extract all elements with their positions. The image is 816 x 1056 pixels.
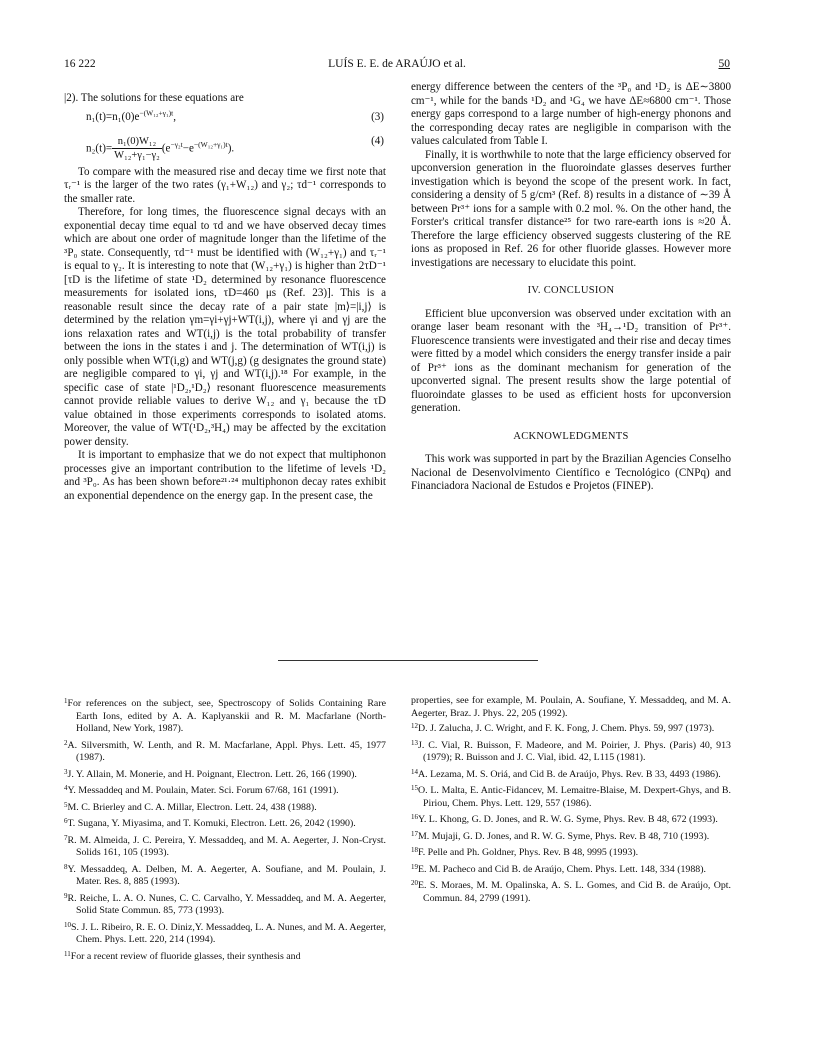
reference-number: 8 <box>64 862 68 871</box>
paragraph-solutions-intro: |2). The solutions for these equations are <box>64 92 244 104</box>
equation-number: (4) <box>371 134 384 147</box>
reference-item <box>64 782 386 798</box>
reference-text: M. Mujaji, G. D. Jones, and R. W. G. Syme, Phys. Rev. B 48, 710 (1993). <box>418 830 710 842</box>
reference-text: J. C. Vial, R. Buisson, F. Madeore, and M. Poirier, J. Phys. (Paris) 40, 913 (1979); R. Buisson and J. C. Vial, ibid. 42, L115 (1981). <box>418 739 731 763</box>
reference-text: A. Silversmith, W. Lenth, and R. M. Macfarlane, Appl. Phys. Lett. 45, 1977 (1987). <box>67 739 386 763</box>
reference-item <box>411 811 731 827</box>
reference-text: D. J. Zalucha, J. C. Wright, and F. K. Fong, J. Chem. Phys. 59, 997 (1973). <box>418 723 715 734</box>
reference-text: Y. Messaddeq and M. Poulain, Mater. Sci. Forum 67/68, 161 (1991). <box>67 785 339 796</box>
references-left <box>64 695 386 964</box>
reference-number: 14 <box>411 767 418 776</box>
reference-text: J. Y. Allain, M. Monerie, and H. Poignant, Electron. Lett. 26, 166 (1990). <box>67 768 357 780</box>
paragraph-conclusion: Efficient blue upconversion was observed under excitation with an orange laser beam resonant with the ³H₄→¹D₂ transition of Pr³⁺. Fluorescence transients were investigated and their rise and decay times were fitted by a model which considers the energy transfer inside a pair of Pr³⁺ ions as the dominant mechanism for generation of the upconverted signal. The present results show the large potential of fluoroindate glasses to be used as efficient hosts for upconversion generation. <box>411 307 731 414</box>
paragraph-efficiency: Finally, it is worthwhile to note that the large efficiency observed for upconversion generation in the fluoroindate glasses deserves further investigation which is beyond the scope of the present work. In fact, considering a density of 5 g/cm³ (Ref. 8) results in a distance of ∼39 Å between Pr³⁺ ions for a sample with 0.2 mol. %. On the other hand, the Forster's critical transfer distance²⁵ for two rare-earth ions is ≈20 Å. Therefore the large efficiency observed suggests clustering of the RE ions as proposed in Ref. 26 for other fluoride glasses. However more investigations are necessary to elucidate this point. <box>411 148 731 269</box>
reference-item <box>64 799 386 815</box>
reference-text: E. S. Moraes, M. M. Opalinska, A. S. L. Gomes, and Cid B. de Araújo, Opt. Commun. 84, 2799 (1991). <box>418 880 731 904</box>
section-heading-acknowledgments: ACKNOWLEDGMENTS <box>513 430 629 442</box>
reference-item <box>64 815 386 831</box>
reference-number: 12 <box>411 722 418 730</box>
reference-number: 3 <box>64 767 68 776</box>
reference-number: 10 <box>64 920 71 929</box>
reference-text: For references on the subject, see, Spectroscopy of Solids Containing Rare Earth Ions, edited by A. A. Kaplyanskii and R. M. Macfarlane (North-Holland, New York, 1987). <box>67 698 386 734</box>
reference-continuation: properties, see for example, M. Poulain, A. Soufiane, Y. Messaddeq, and M. A. Aegerter, Braz. J. Phys. 22, 205 (1992). <box>411 695 731 719</box>
paragraph-acknowledgments: This work was supported in part by the Brazilian Agencies Conselho Nacional de Desenvolvimento Científico e Tecnológico (CNPq) and Financiadora Nacional de Estudos e Projetos (FINEP). <box>411 453 731 492</box>
reference-number: 6 <box>64 817 68 825</box>
reference-item <box>64 919 386 947</box>
reference-number: 2 <box>64 738 68 747</box>
reference-item <box>64 737 386 765</box>
equation-number: (3) <box>371 110 384 123</box>
reference-item <box>411 766 731 782</box>
left-column <box>64 92 386 503</box>
running-authors: LUÍS E. E. de ARAÚJO et al. <box>328 58 466 70</box>
reference-number: 9 <box>64 891 68 900</box>
reference-number: 18 <box>411 846 418 854</box>
reference-text: T. Sugana, Y. Miyasima, and T. Komuki, Electron. Lett. 26, 2042 (1990). <box>67 818 356 829</box>
fraction: $\frac{\text{n₁(0)W₁₂}}{\text{W₁₂+γ₁−γ₂}}$ <box>114 135 160 161</box>
reference-item <box>411 737 731 765</box>
paragraph-long-times: Therefore, for long times, the fluorescence signal decays with an exponential decay time equal to τd and we have observed decay times which are about one order of magnitude longer than the lifetime of the ³P₀ state. Consequently, τd⁻¹ must be identified with (W₁₂+γ₁) and τᵣ⁻¹ is equal to γ₂. It is interesting to note that (W₁₂+γ₁) is higher than 2τD⁻¹ [τD is the lifetime of state ¹D₂ determined by resonance fluorescence measurements for isolated ions, τD=460 μs (Ref. 23)]. This is a reasonable result since the decay rate of a pair state |m⟩=|i,j⟩ is determined by the relation γm=γi+γj+WT(i,j), where γi and γj are the ions relaxation rates and WT(i,j) is the total probability of transfer between the ions in the states i and j. The determination of WT(i,j) is only possible when WT(i,g) and WT(j,g) (g designates the ground state) are negligible compared to γi, γj and WT(i,j).¹⁸ For example, in the specific case of state |¹D₂,¹D₂⟩ resonant fluorescence measurements cannot provide reliable values to derive W₁₂ and γ₁ because the τD value obtained in those experiments corresponds to isolated atoms. Moreover, the value of WT(¹D₂,³H₄) may be affected by the excitation power density. <box>64 206 386 448</box>
reference-number: 17 <box>411 829 418 838</box>
equation-3: $n_1(t)=n_1(0)e^{-(W_{12}+\gamma_1)t}$, (3) <box>86 107 384 123</box>
reference-text: O. L. Malta, E. Antic-Fidancev, M. Lemaitre-Blaise, M. Dexpert-Ghys, and B. Piriou, Chem. Phys. Lett. 129, 557 (1986). <box>418 785 731 809</box>
reference-number: 19 <box>411 862 418 871</box>
reference-number: 5 <box>64 800 68 809</box>
reference-text: S. J. L. Ribeiro, R. E. O. Diniz,Y. Messaddeq, L. A. Nunes, and M. A. Aegerter, Chem. Phys. Lett. 220, 214 (1994). <box>71 921 386 945</box>
reference-text: E. M. Pacheco and Cid B. de Araújo, Chem. Phys. Lett. 148, 334 (1988). <box>418 863 706 875</box>
reference-number: 11 <box>64 949 71 958</box>
reference-item <box>64 890 386 918</box>
reference-item <box>411 861 731 877</box>
reference-text: R. Reiche, L. A. O. Nunes, C. C. Carvalho, Y. Messaddeq, and M. A. Aegerter, Solid State Commun. 85, 773 (1993). <box>67 892 386 916</box>
paragraph-energy-gap: energy difference between the centers of the ³P₀ and ¹D₂ is ΔE∼3800 cm⁻¹, while for the bands ¹D₂ and ¹G₄ we have ΔE≈6800 cm⁻¹. Those energy gaps correspond to a large number of high-energy phonons and the corresponding decay rates are negligible in comparison with the values calculated from Table I. <box>411 81 731 147</box>
reference-item <box>64 861 386 889</box>
reference-item <box>411 877 731 905</box>
right-column <box>411 81 731 494</box>
page-number: 16 222 <box>64 58 96 70</box>
reference-item <box>411 844 731 860</box>
footnote-divider <box>278 660 538 661</box>
section-heading-conclusion: IV. CONCLUSION <box>527 285 615 296</box>
references-right <box>411 695 731 906</box>
paragraph-rise-decay: To compare with the measured rise and decay time we first note that τᵣ⁻¹ is the larger of the two rates (γ₁+W₁₂) and γ₂; τd⁻¹ corresponds to the smaller rate. <box>64 165 386 205</box>
paragraph-multiphonon: It is important to emphasize that we do not expect that multiphonon processes give an important contribution to the lifetime of levels ¹D₂ and ³P₀. As has been shown before²¹·²⁴ multiphonon decay rates exhibit an exponential dependence on the energy gap. In the present case, the <box>64 449 386 502</box>
reference-number: 16 <box>411 813 418 821</box>
reference-text: For a recent review of fluoride glasses, their synthesis and <box>70 950 301 962</box>
reference-number: 1 <box>64 697 68 705</box>
reference-text: Y. L. Khong, G. D. Jones, and R. W. G. Syme, Phys. Rev. B 48, 672 (1993). <box>418 814 718 825</box>
reference-item <box>64 948 386 964</box>
reference-number: 4 <box>64 784 68 792</box>
equation-4: n₂(t)= $\frac{\text{n₁(0)W₁₂}}{\text{W₁₂+γ₁−γ₂}}$ $(e^{-\gamma_2t}-e^{-(W_{12}+\gamma_1)t})$. (4) <box>86 134 384 161</box>
reference-text: M. C. Brierley and C. A. Millar, Electron. Lett. 24, 438 (1988). <box>67 801 317 813</box>
reference-text: R. M. Almeida, J. C. Pereira, Y. Messaddeq, and M. A. Aegerter, J. Non-Cryst. Solids 161, 105 (1993). <box>67 834 386 858</box>
reference-item <box>64 695 386 736</box>
reference-item <box>64 766 386 782</box>
reference-number: 20 <box>411 879 418 887</box>
reference-text: A. Lezama, M. S. Oriá, and Cid B. de Araújo, Phys. Rev. B 33, 4493 (1986). <box>418 768 721 780</box>
running-header <box>64 58 730 74</box>
reference-item <box>411 782 731 810</box>
reference-item <box>411 828 731 844</box>
reference-number: 13 <box>411 738 418 747</box>
reference-text: F. Pelle and Ph. Goldner, Phys. Rev. B 48, 9995 (1993). <box>418 847 639 858</box>
reference-number: 15 <box>411 784 418 792</box>
reference-item <box>64 832 386 860</box>
reference-text: Y. Messaddeq, A. Delben, M. A. Aegerter, A. Soufiane, and M. Poulain, J. Mater. Res. 8, 885 (1993). <box>67 863 386 887</box>
reference-item <box>411 720 731 736</box>
reference-number: 7 <box>64 833 68 842</box>
volume-number: 50 <box>718 58 730 70</box>
